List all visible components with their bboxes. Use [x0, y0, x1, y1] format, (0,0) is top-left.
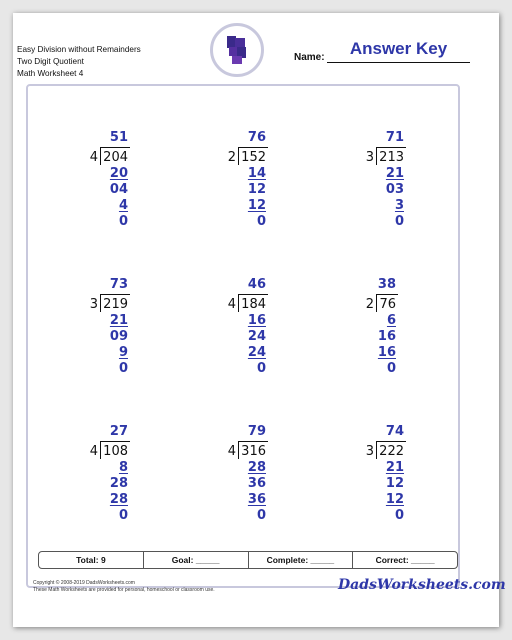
dividend: 316 — [241, 444, 266, 459]
work-step: 0 — [394, 508, 404, 523]
work-step: 12 — [247, 198, 266, 213]
work-step: 0 — [256, 214, 266, 229]
copyright-line: Copyright © 2008-2019 DadsWorksheets.com — [33, 580, 135, 586]
work-step: 4 — [118, 198, 128, 213]
quotient: 51 — [109, 130, 128, 145]
division-bracket-top — [376, 294, 398, 295]
work-step: 8 — [118, 460, 128, 475]
work-step: 6 — [386, 313, 396, 328]
work-step: 24 — [247, 345, 266, 360]
work-step: 16 — [377, 329, 396, 344]
work-step: 0 — [256, 508, 266, 523]
answer-key-title: Answer Key — [349, 39, 448, 58]
complete-cell[interactable]: Complete: _____ — [249, 552, 354, 568]
dividend: 204 — [103, 150, 128, 165]
work-step: 9 — [118, 345, 128, 360]
divisor: 4 — [89, 150, 98, 165]
worksheet-logo-icon — [210, 23, 264, 77]
work-step: 20 — [109, 166, 128, 181]
quotient: 27 — [109, 424, 128, 439]
dividend: 152 — [241, 150, 266, 165]
dividend: 219 — [103, 297, 128, 312]
division-bracket-top — [238, 147, 268, 148]
dividend: 184 — [241, 297, 266, 312]
worksheet-subtitle: Two Digit Quotient — [17, 57, 84, 66]
divisor: 4 — [89, 444, 98, 459]
work-step: 28 — [109, 476, 128, 491]
work-step: 16 — [377, 345, 396, 360]
work-step: 21 — [109, 313, 128, 328]
total-cell: Total: 9 — [39, 552, 144, 568]
work-step: 04 — [109, 182, 128, 197]
quotient: 74 — [385, 424, 404, 439]
division-bracket-side — [376, 294, 377, 312]
divisor: 4 — [227, 444, 236, 459]
correct-cell[interactable]: Correct: _____ — [375, 555, 435, 565]
divisor: 2 — [365, 297, 374, 312]
work-step: 24 — [247, 329, 266, 344]
work-step: 0 — [118, 361, 128, 376]
division-problem — [86, 277, 206, 387]
division-problem — [86, 424, 206, 534]
work-step: 28 — [109, 492, 128, 507]
work-step: 21 — [385, 460, 404, 475]
goal-cell[interactable]: Goal: _____ — [144, 552, 249, 568]
name-label: Name: — [294, 52, 325, 63]
worksheet-number: Math Worksheet 4 — [17, 69, 84, 78]
work-step: 12 — [385, 492, 404, 507]
brand-logo: DadsWorksheets.com — [338, 577, 506, 593]
division-bracket-side — [238, 147, 239, 165]
division-bracket-top — [100, 294, 130, 295]
work-step: 16 — [247, 313, 266, 328]
work-step: 0 — [394, 214, 404, 229]
division-problem — [86, 130, 206, 240]
division-bracket-side — [376, 147, 377, 165]
quotient: 38 — [377, 277, 396, 292]
work-step: 36 — [247, 476, 266, 491]
work-step: 0 — [118, 508, 128, 523]
division-problem — [362, 130, 482, 240]
work-step: 21 — [385, 166, 404, 181]
dividend: 76 — [379, 297, 396, 312]
work-step: 12 — [247, 182, 266, 197]
division-bracket-side — [100, 294, 101, 312]
dividend: 222 — [379, 444, 404, 459]
quotient: 79 — [247, 424, 266, 439]
division-problem — [224, 130, 344, 240]
quotient: 46 — [247, 277, 266, 292]
work-step: 36 — [247, 492, 266, 507]
division-bracket-side — [238, 294, 239, 312]
divisor: 4 — [227, 297, 236, 312]
work-step: 28 — [247, 460, 266, 475]
name-field[interactable] — [327, 62, 470, 63]
work-step: 12 — [385, 476, 404, 491]
divisor: 3 — [365, 444, 374, 459]
division-bracket-top — [376, 441, 406, 442]
division-bracket-top — [100, 147, 130, 148]
score-bar — [38, 551, 458, 569]
work-step: 0 — [256, 361, 266, 376]
dividend: 108 — [103, 444, 128, 459]
usage-note: These Math Worksheets are provided for personal, homeschool or classroom use. — [33, 587, 215, 593]
dividend: 213 — [379, 150, 404, 165]
work-step: 09 — [109, 329, 128, 344]
division-bracket-side — [100, 441, 101, 459]
quotient: 76 — [247, 130, 266, 145]
division-problem — [362, 424, 482, 534]
division-bracket-top — [376, 147, 406, 148]
divisor: 3 — [365, 150, 374, 165]
division-problem — [224, 424, 344, 534]
division-bracket-side — [376, 441, 377, 459]
division-problem — [362, 277, 482, 387]
division-bracket-top — [238, 441, 268, 442]
work-step: 3 — [394, 198, 404, 213]
division-bracket-side — [100, 147, 101, 165]
division-bracket-top — [100, 441, 130, 442]
work-step: 14 — [247, 166, 266, 181]
quotient: 71 — [385, 130, 404, 145]
division-bracket-side — [238, 441, 239, 459]
division-bracket-top — [238, 294, 268, 295]
division-problem — [224, 277, 344, 387]
work-step: 03 — [385, 182, 404, 197]
worksheet-title: Easy Division without Remainders — [17, 45, 141, 54]
quotient: 73 — [109, 277, 128, 292]
divisor: 3 — [89, 297, 98, 312]
work-step: 0 — [386, 361, 396, 376]
divisor: 2 — [227, 150, 236, 165]
work-step: 0 — [118, 214, 128, 229]
